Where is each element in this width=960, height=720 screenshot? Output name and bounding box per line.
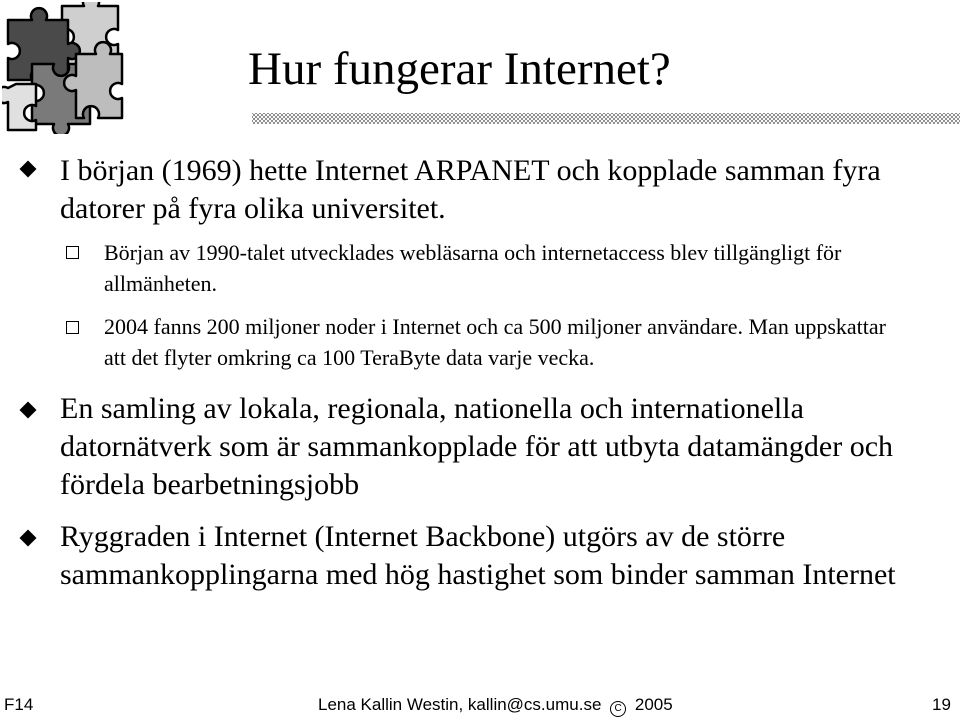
diamond-bullet-icon bbox=[20, 402, 37, 419]
sub-bullet-1990: Början av 1990-talet utvecklades webläsarna och internetaccess blev tillgängligt för allmänheten. bbox=[104, 240, 842, 296]
diamond-bullet-icon bbox=[20, 161, 37, 178]
footer-slide-id: F14 bbox=[4, 695, 34, 714]
footer-credit bbox=[318, 694, 673, 717]
square-bullet-icon bbox=[66, 246, 79, 259]
bullet-natverk: En samling av lokala, regionala, nationella och internationella datornätverk som är sammankopplade för att utbyta datamängder och fördela bearbetningsjobb bbox=[60, 392, 894, 501]
slide-title: Hur fungerar Internet? bbox=[248, 43, 671, 95]
footer-year: 2005 bbox=[634, 695, 673, 714]
copyright-icon: C bbox=[610, 701, 626, 717]
diamond-bullet-icon bbox=[20, 530, 37, 547]
bullet-arpanet: I början (1969) hette Internet ARPANET och kopplade samman fyra datorer på fyra olika universitet. bbox=[60, 154, 881, 225]
footer-author: Lena Kallin Westin, kallin@cs.umu.se bbox=[318, 695, 602, 714]
puzzle-pieces-icon bbox=[2, 2, 124, 134]
bullet-backbone: Ryggraden i Internet (Internet Backbone) utgörs av de större sammankopplingarna med hög hastighet som binder samman Internet bbox=[60, 520, 896, 591]
square-bullet-icon bbox=[66, 321, 79, 334]
title-rule bbox=[252, 113, 960, 124]
sub-bullet-2004: 2004 fanns 200 miljoner noder i Internet och ca 500 miljoner användare. Man uppskattar att det flyter omkring ca 100 TeraByte data varje vecka. bbox=[104, 314, 886, 370]
page-number: 19 bbox=[932, 695, 951, 714]
